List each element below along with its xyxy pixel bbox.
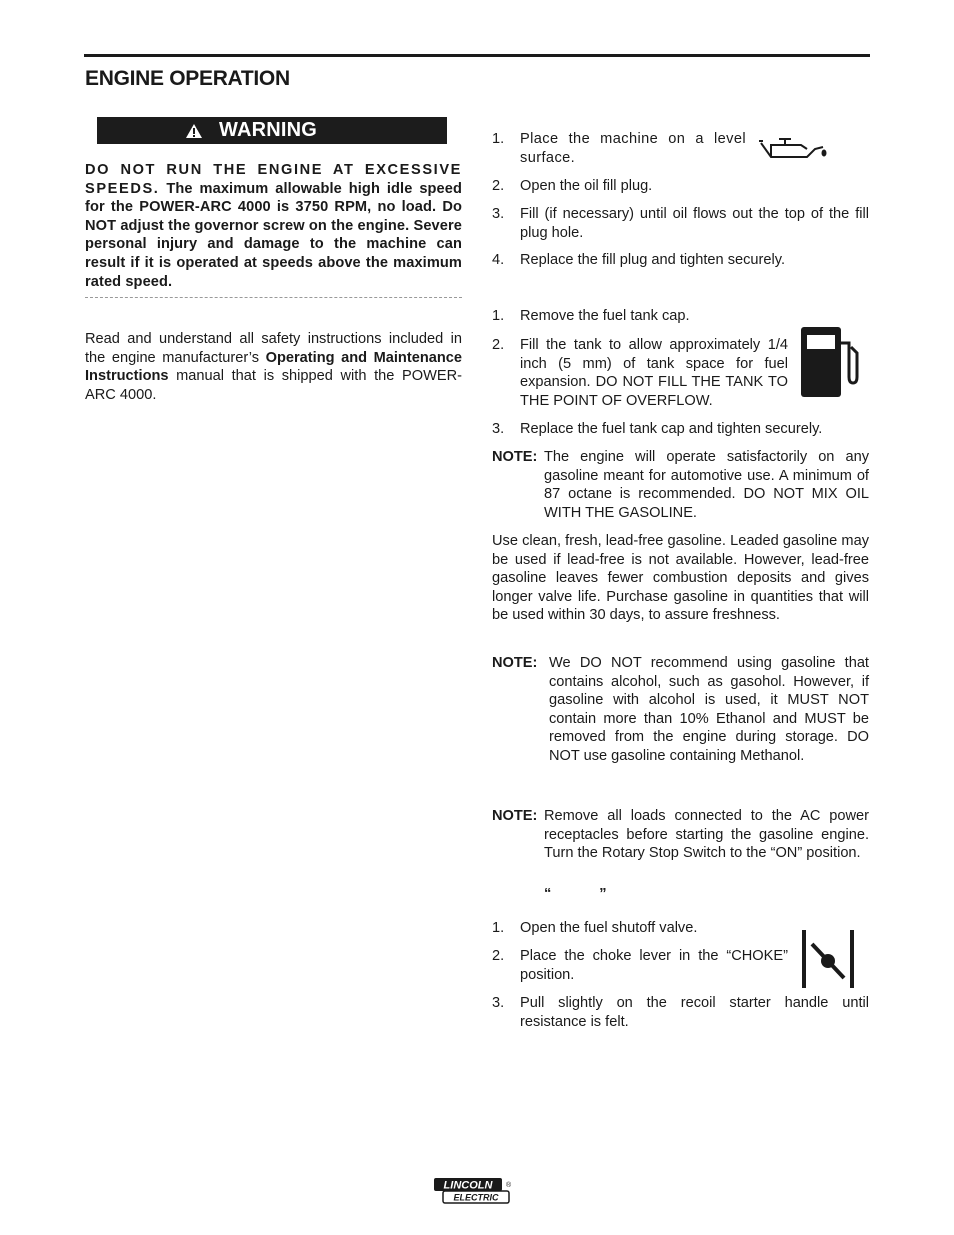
- logo-line1: LINCOLN: [443, 1179, 493, 1192]
- logo-line2: ELECTRIC: [453, 1192, 499, 1203]
- read-instructions-paragraph: [85, 330, 462, 404]
- note-remove-loads: [492, 807, 869, 863]
- step-text: Open the fuel shutoff valve.: [520, 920, 698, 936]
- note-text-wrap: [492, 807, 869, 863]
- oil-can-icon: [757, 133, 829, 163]
- note-label: NOTE:: [492, 808, 538, 824]
- step-text: Remove the fuel tank cap.: [520, 308, 690, 324]
- step-number: 3.: [492, 995, 505, 1011]
- quote-open: “: [544, 886, 552, 902]
- step-number: 3.: [492, 421, 505, 437]
- note-text: The engine will operate satisfactorily on any gasoline meant for automotive use. A minimum of 87 octane is recommended. DO NOT MIX OIL WITH THE GASOLINE.: [544, 449, 869, 521]
- fuel-paragraph: Use clean, fresh, lead-free gasoline. Leaded gasoline may be used if lead-free is not available. However, lead-free gasoline leaves fewer combustion deposits and gives longer valve life. Purchase gasoline in quantities that will be used within 30 days, to assure freshness.: [492, 533, 869, 624]
- lincoln-electric-logo: [433, 1177, 513, 1205]
- step-text: Fill (if necessary) until oil flows out the top of the fill plug hole.: [520, 206, 869, 241]
- step-number: 1.: [492, 131, 505, 147]
- step-number: 2.: [492, 178, 505, 194]
- warning-triangle-icon: [185, 123, 203, 139]
- choke-icon: [800, 928, 858, 990]
- step-number: 2.: [492, 948, 505, 964]
- step-text: Pull slightly on the recoil starter handle until resistance is felt.: [520, 995, 869, 1030]
- step-number: 3.: [492, 206, 505, 222]
- note-label: NOTE:: [492, 449, 538, 465]
- warning-body: The maximum allowable high idle speed for the POWER-ARC 4000 is 3750 RPM, no load. Do NOT adjust the governor screw on the engine. Severe personal injury and damage to the machine can result if it is operated at speeds above the maximum rated speed.: [85, 180, 462, 290]
- step-number: 4.: [492, 252, 505, 268]
- warning-label: WARNING: [219, 119, 318, 141]
- step-text: Replace the fuel tank cap and tighten securely.: [520, 421, 823, 437]
- step-text: Replace the fill plug and tighten securely.: [520, 252, 786, 268]
- empty-quotes: [544, 886, 607, 902]
- step-number: 2.: [492, 337, 505, 353]
- note-octane: [492, 448, 869, 522]
- quote-close: ”: [599, 886, 607, 902]
- read-para-pre: Read and understand all safety instructions included in the engine manufacturer’s: [85, 331, 462, 366]
- warning-lead: DO NOT RUN THE ENGINE AT EXCESSIVE SPEEDS.: [85, 162, 462, 197]
- step-text: Fill the tank to allow approximately 1/4 inch (5 mm) of tank space for fuel expansion. DO NOT FILL THE TANK TO THE POINT OF OVERFLOW.: [520, 337, 788, 409]
- top-rule: [84, 54, 870, 57]
- warning-text: [85, 161, 462, 291]
- logo-mark: ®: [506, 1182, 512, 1189]
- step-text: Place the choke lever in the “CHOKE” position.: [520, 948, 788, 983]
- step-text: Place the machine on a level surface.: [520, 131, 746, 166]
- step-text: Open the oil fill plug.: [520, 178, 653, 194]
- step-number: 1.: [492, 920, 505, 936]
- note-text: Remove all loads connected to the AC power receptacles before starting the gasoline engine. Turn the Rotary Stop Switch to the “ON” position.: [544, 808, 869, 862]
- note-text: We DO NOT recommend using gasoline that contains alcohol, such as gasohol. However, if gasoline with alcohol is used, it MUST NOT contain more than 10% Ethanol and MUST be removed from the engine during storage. DO NOT use gasoline containing Methanol.: [549, 655, 869, 764]
- note-alcohol: [492, 654, 869, 766]
- note-text-wrap: [492, 448, 869, 522]
- read-para-post: manual that is shipped with the POWER-ARC 4000.: [85, 368, 462, 403]
- fuel-pump-icon: [799, 325, 863, 399]
- note-label: NOTE:: [492, 655, 538, 671]
- dashed-divider: [85, 297, 462, 298]
- note-text-wrap: [492, 654, 869, 766]
- step-number: 1.: [492, 308, 505, 324]
- section-title: ENGINE OPERATION: [85, 67, 290, 90]
- read-para-bold: Operating and Maintenance Instructions: [85, 349, 463, 385]
- warning-banner: [97, 117, 447, 144]
